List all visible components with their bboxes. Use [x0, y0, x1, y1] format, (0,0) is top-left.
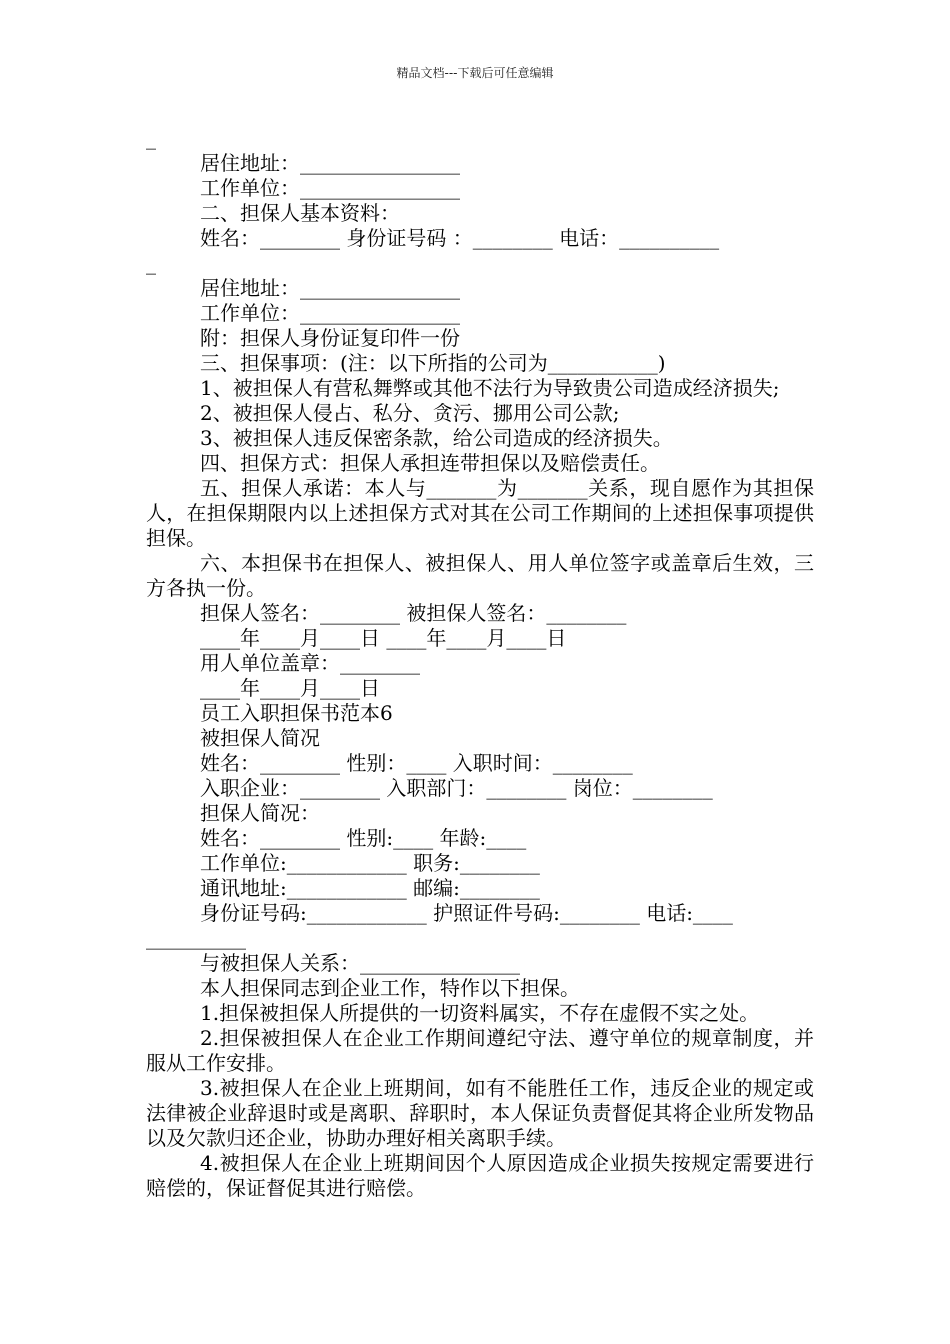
text-line: 担保人简况： — [200, 801, 320, 825]
text-line: 工作单位：________________ — [200, 176, 460, 200]
text-line: 四、担保方式：担保人承担连带担保以及赔偿责任。 — [200, 451, 660, 475]
text-line: 担保人签名：________ 被担保人签名：________ — [200, 601, 627, 625]
text-line: 3、被担保人违反保密条款，给公司造成的经济损失。 — [200, 426, 673, 450]
text-line: __________ — [146, 926, 246, 950]
text-line: 入职企业：________ 入职部门：________ 岗位：________ — [200, 776, 713, 800]
text-line: 员工入职担保书范本6 — [200, 701, 393, 725]
text-line: 姓名：________ 性别:____ 年龄:____ — [200, 826, 527, 850]
document-body — [146, 126, 814, 1201]
text-line: 1.担保被担保人所提供的一切资料属实，不存在虚假不实之处。 — [200, 1001, 760, 1025]
text-line: 3.被担保人在企业上班期间，如有不能胜任工作，违反企业的规定或法律被企业辞退时或是离职、辞职时，本人保证负责督促其将企业所发物品以及欠款归还企业，协助办理好相关离职手续。 — [146, 1076, 814, 1150]
text-line: 二、担保人基本资料： — [200, 201, 400, 225]
text-line: 三、担保事项：(注：以下所指的公司为___________) — [200, 351, 666, 375]
text-line: _ — [146, 251, 156, 275]
text-line: ____年____月____日 — [200, 676, 380, 700]
text-line: 与被担保人关系：________________ — [200, 951, 520, 975]
text-line: ____年____月____日 ____年____月____日 — [200, 626, 567, 650]
text-line: 身份证号码:____________ 护照证件号码:________ 电话:____ — [200, 901, 733, 925]
text-line: 被担保人简况 — [200, 726, 320, 750]
text-line: 2、被担保人侵占、私分、贪污、挪用公司公款; — [200, 401, 620, 425]
text-line: 姓名：________ 性别：____ 入职时间：________ — [200, 751, 633, 775]
text-line: 通讯地址:____________ 邮编:________ — [200, 876, 540, 900]
text-line: 姓名：________ 身份证号码 ：________ 电话：__________ — [200, 226, 720, 250]
text-line: _ — [146, 126, 156, 150]
text-line: 2.担保被担保人在企业工作期间遵纪守法、遵守单位的规章制度，并服从工作安排。 — [146, 1026, 814, 1075]
text-line: 居住地址：________________ — [200, 276, 460, 300]
text-line: 用人单位盖章：________ — [200, 651, 420, 675]
text-line: 本人担保同志到企业工作，特作以下担保。 — [200, 976, 580, 1000]
text-line: 六、本担保书在担保人、被担保人、用人单位签字或盖章后生效，三方各执一份。 — [146, 551, 814, 600]
text-line: 五、担保人承诺：本人与_______为_______关系，现自愿作为其担保人，在担保期限内以上述担保方式对其在公司工作期间的上述担保事项提供担保。 — [146, 476, 814, 550]
text-line: 居住地址：________________ — [200, 151, 460, 175]
text-line: 1、被担保人有营私舞弊或其他不法行为导致贵公司造成经济损失; — [200, 376, 780, 400]
text-line: 工作单位:____________ 职务:________ — [200, 851, 540, 875]
text-line: 附：担保人身份证复印件一份 — [200, 326, 460, 350]
page-header: 精品文档---下载后可任意编辑 — [396, 66, 554, 80]
text-line: 4.被担保人在企业上班期间因个人原因造成企业损失按规定需要进行赔偿的，保证督促其进行赔偿。 — [146, 1151, 814, 1200]
text-line: 工作单位：________________ — [200, 301, 460, 325]
